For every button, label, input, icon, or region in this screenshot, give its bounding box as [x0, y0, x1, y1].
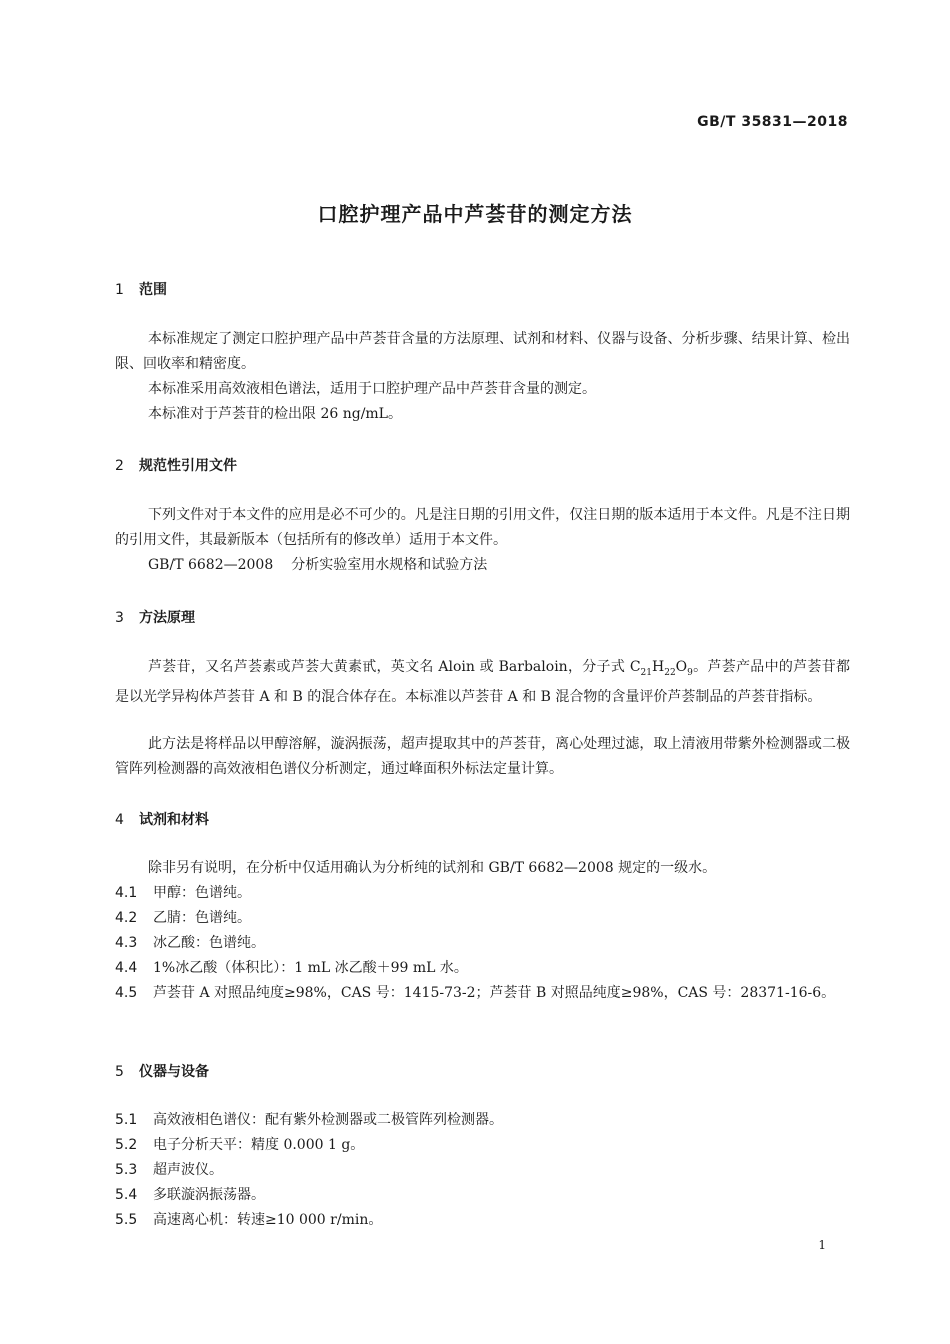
list-item: 4.3 冰乙酸：色谱纯。	[115, 935, 265, 951]
section-3-heading	[115, 607, 195, 627]
page-number: 1	[818, 1238, 826, 1252]
reference-code: GB/T 6682—2008	[148, 557, 274, 573]
section-4-heading	[115, 809, 209, 829]
list-item: 5.2 电子分析天平：精度 0.000 1 g。	[115, 1137, 365, 1153]
section-2-heading	[115, 455, 237, 475]
paragraph: 此方法是将样品以甲醇溶解，漩涡振荡，超声提取其中的芦荟苷，离心处理过滤，取上清液用带紫外检测器或二极管阵列检测器的高效液相色谱仪分析测定，通过峰面积外标法定量计算。	[115, 736, 850, 777]
paragraph: 除非另有说明，在分析中仅适用确认为分析纯的试剂和 GB/T 6682—2008 规定的一级水。	[148, 860, 717, 876]
list-item: 4.4 1%冰乙酸（体积比）：1 mL 冰乙酸＋99 mL 水。	[115, 960, 468, 976]
reference-title: 分析实验室用水规格和试验方法	[291, 557, 488, 573]
paragraph: 本标准对于芦荟苷的检出限 26 ng/mL。	[148, 406, 402, 422]
section-number: 2	[115, 458, 124, 474]
list-item: 5.4 多联漩涡振荡器。	[115, 1187, 265, 1203]
paragraph: 芦荟苷，又名芦荟素或芦荟大黄素甙，英文名 Aloin 或 Barbaloin，分子式 $C_{21}H_{22}O_9$。芦荟产品中的芦荟苷都是以光学异构体芦荟苷 A 和 B 的混合体存在。本标准以芦荟苷 A 和 B 混合物的含量评价芦荟制品的芦荟苷指标。	[115, 659, 851, 706]
section-title: 方法原理	[139, 610, 195, 626]
section-title: 仪器与设备	[139, 1064, 209, 1080]
list-item: 4.1 甲醇：色谱纯。	[115, 885, 251, 901]
section-title: 试剂和材料	[139, 812, 209, 828]
list-item: 5.3 超声波仪。	[115, 1162, 223, 1178]
list-item: 4.2 乙腈：色谱纯。	[115, 910, 251, 926]
paragraph: 本标准采用高效液相色谱法，适用于口腔护理产品中芦荟苷含量的测定。	[148, 381, 596, 397]
list-item: 4.5 芦荟苷 A 对照品纯度≥98%，CAS 号：1415-73-2；芦荟苷 B 对照品纯度≥98%，CAS 号：28371-16-6。	[115, 985, 836, 1001]
list-item: 5.5 高速离心机：转速≥10 000 r/min。	[115, 1212, 383, 1228]
section-title: 规范性引用文件	[139, 458, 237, 474]
paragraph: 下列文件对于本文件的应用是必不可少的。凡是注日期的引用文件，仅注日期的版本适用于本文件。凡是不注日期的引用文件，其最新版本（包括所有的修改单）适用于本文件。	[115, 507, 850, 548]
standard-code: GB/T 35831—2018	[697, 114, 848, 130]
document-title: 口腔护理产品中芦荟苷的测定方法	[317, 202, 633, 226]
section-5-heading	[115, 1061, 209, 1081]
list-item: 5.1 高效液相色谱仪：配有紫外检测器或二极管阵列检测器。	[115, 1112, 503, 1128]
paragraph: 本标准规定了测定口腔护理产品中芦荟苷含量的方法原理、试剂和材料、仪器与设备、分析步骤、结果计算、检出限、回收率和精密度。	[115, 331, 850, 372]
section-number: 4	[115, 812, 124, 828]
section-number: 1	[115, 282, 124, 298]
section-1-heading	[115, 279, 167, 299]
section-number: 5	[115, 1064, 124, 1080]
normative-reference	[148, 553, 850, 578]
section-title: 范围	[139, 282, 167, 298]
section-number: 3	[115, 610, 124, 626]
